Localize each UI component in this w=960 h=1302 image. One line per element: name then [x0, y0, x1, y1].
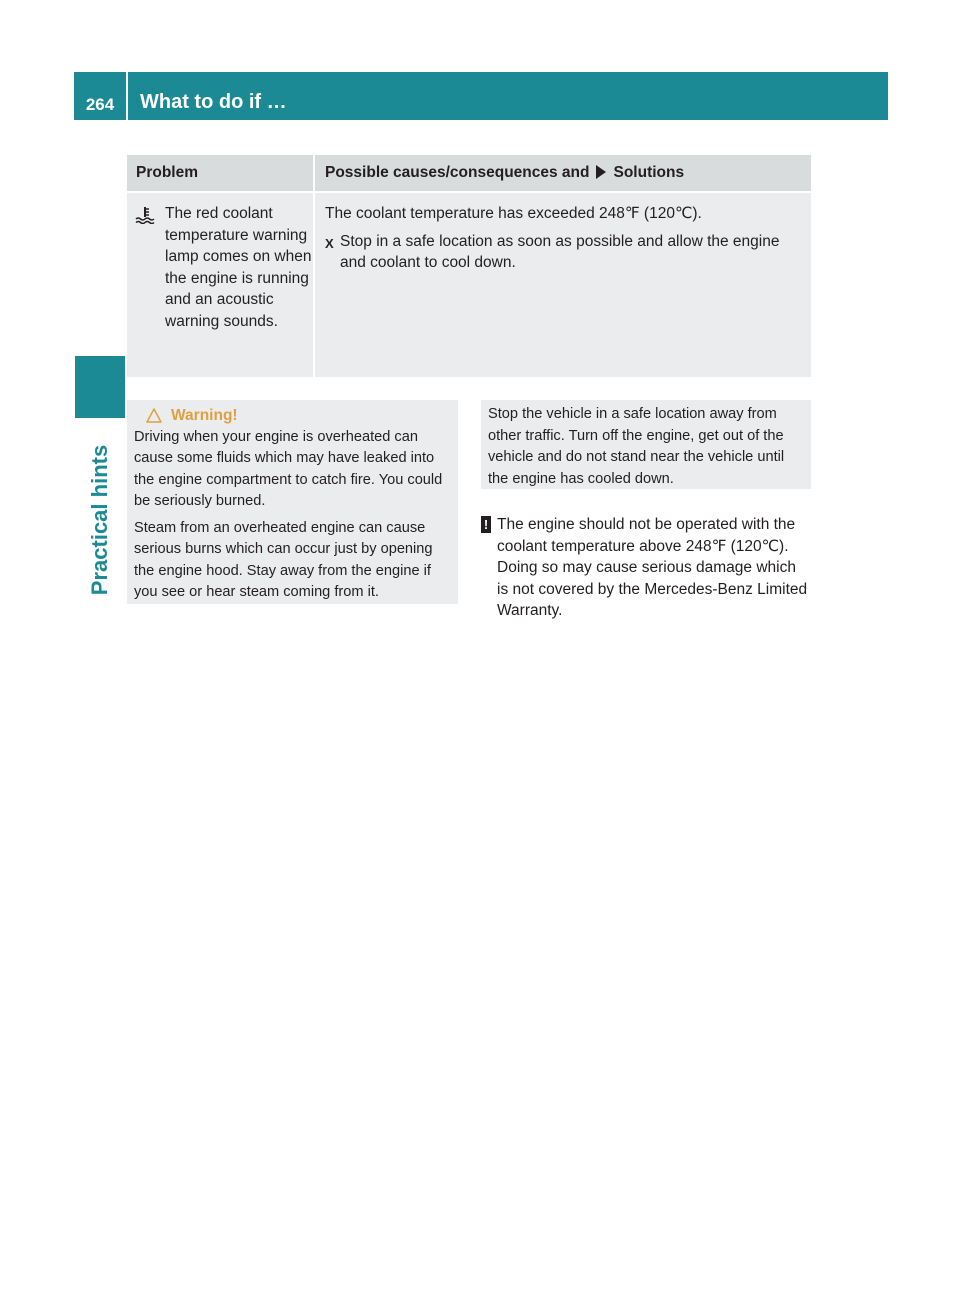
solution-step-text: Stop in a safe location as soon as possible and allow the engine and coolant to cool down. — [340, 232, 780, 271]
column-header-solutions — [313, 155, 811, 191]
cause-text: The coolant temperature has exceeded 248℉ (120℃). — [325, 205, 702, 222]
step-arrow-icon: X — [325, 235, 334, 251]
warning-heading — [146, 405, 450, 427]
section-title: What to do if … — [128, 72, 888, 120]
column-header-solutions-text: Solutions — [613, 164, 685, 181]
damage-note — [481, 514, 811, 622]
problem-table — [127, 155, 811, 377]
arrow-right-icon — [596, 165, 606, 179]
solution-step — [325, 231, 803, 274]
damage-note-text: The engine should not be operated with the coolant temperature above 248℉ (120℃). Doing so may cause serious damage which is not covered by the Mercedes-Benz Limited Warranty. — [497, 516, 808, 619]
warning-triangle-icon — [146, 408, 162, 423]
coolant-temperature-icon — [135, 203, 165, 377]
warning-paragraph-fire: Driving when your engine is overheated can cause some fluids which may have leaked into the engine compartment to catch fire. You could be seriously burned. — [134, 428, 443, 509]
exclamation-icon: ! — [481, 516, 491, 533]
solutions-cell — [313, 193, 811, 377]
warning-paragraph-steam: Steam from an overheated engine can cause serious burns which can occur just by opening the engine hood. Stay away from the engine if you see or hear steam coming from it. — [134, 519, 433, 600]
side-tab-label: Practical hints — [87, 444, 112, 596]
warning-box — [127, 400, 458, 604]
page-number: 264 — [74, 72, 126, 120]
side-tab-marker — [75, 356, 125, 418]
problem-cell — [127, 193, 313, 377]
table-header — [127, 155, 811, 191]
warning-title: Warning! — [171, 407, 238, 424]
problem-text: The red coolant temperature warning lamp comes on when the engine is running and an acoustic warning sounds. — [165, 205, 312, 330]
stop-vehicle-box: Stop the vehicle in a safe location away from other traffic. Turn off the engine, get out of the vehicle and do not stand near the vehicle until the engine has cooled down. — [481, 400, 811, 489]
column-header-causes-text: Possible causes/consequences and — [325, 164, 590, 181]
table-row — [127, 191, 811, 377]
column-header-problem: Problem — [136, 164, 199, 181]
